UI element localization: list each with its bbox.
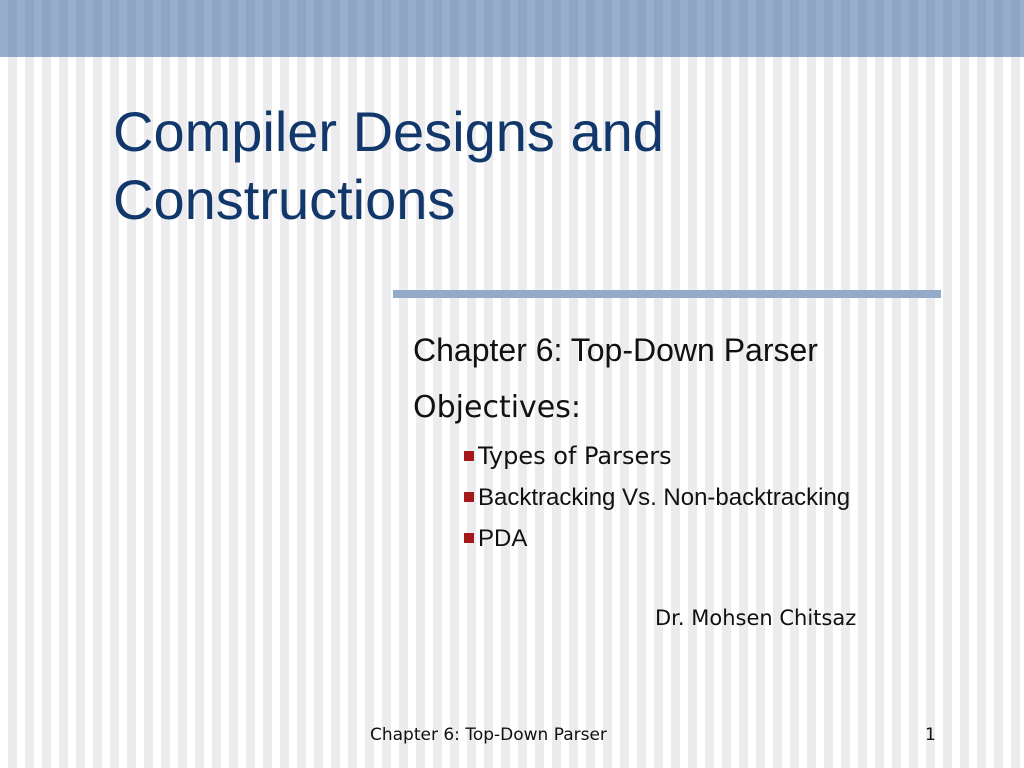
list-item-label: Types of Parsers — [478, 442, 672, 470]
objectives-list — [464, 436, 850, 559]
list-item — [464, 518, 850, 559]
page-number: 1 — [925, 725, 936, 745]
slide-title — [113, 98, 873, 234]
bullet-square-icon — [464, 533, 474, 543]
list-item-label: Backtracking Vs. Non-backtracking — [478, 484, 851, 511]
slide-title-line-1: Compiler Designs and — [113, 100, 664, 163]
author-name: Dr. Mohsen Chitsaz — [655, 606, 857, 630]
title-divider — [393, 290, 941, 298]
list-item — [464, 436, 850, 477]
slide-title-line-2: Constructions — [113, 168, 456, 231]
slide-subtitle: Chapter 6: Top-Down Parser — [413, 332, 818, 368]
list-item — [464, 477, 850, 518]
bullet-square-icon — [464, 492, 474, 502]
bullet-square-icon — [464, 451, 474, 461]
header-band — [0, 0, 1024, 57]
list-item-label: PDA — [478, 525, 528, 552]
footer-text: Chapter 6: Top-Down Parser — [370, 725, 607, 745]
objectives-heading: Objectives: — [413, 390, 581, 425]
